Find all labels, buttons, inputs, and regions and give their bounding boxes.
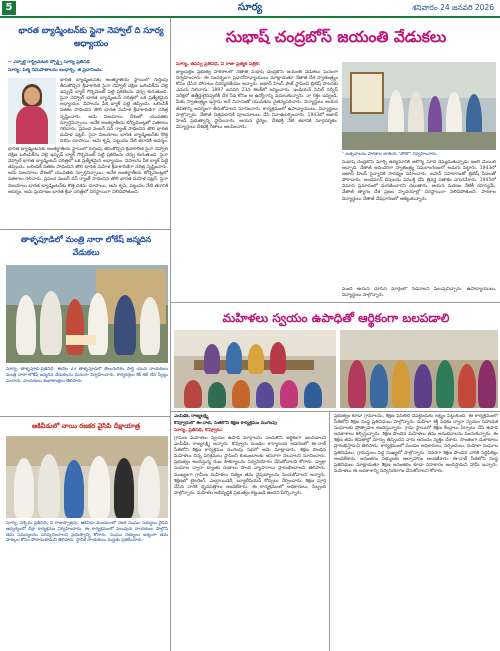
netaji-jayanti-headline: సుభాష్ చంద్రబోస్ జయంతి వేడుకలు (225, 28, 447, 46)
lokesh-birthday-caption: సూర్య, తాళ్ళపూడి-ప్రతినిధి: ఈనెల 23 తాళ్ళపూడిలో తెలుగుదేశం పార్టీ యువ నాయకులు మంత్రి నారా లోకేష్ జన్మదిన వేడుకలను ఘనంగా నిర్వహించారు. కార్యకర్తలు కేక్ కట్ చేసి స్వీట్లు పంచారు. నాయకులు శుభాకాంక్షలు తెలిపారు. (6, 367, 168, 384)
women-dateline-3: సూర్య, ప్రతినిధి, కొవ్వూరు: (174, 428, 223, 433)
saina-nehwal-photo (8, 78, 56, 144)
women-meeting-photo-2 (340, 330, 498, 408)
akiveedu-photo (6, 436, 168, 518)
women-body-right: ప్రభుత్వం కూడా గ్రామాలను, శిక్షణ ఫెసిలిటీ చేపట్టేందుకు లక్ష్యం పెట్టుకుంది. ఈ కార్యక్రమంలో సీతెలోని శిక్షణ సంస్థ ప్రతినిధులు పాల్గొన్నారు. మహిళా శక్తి పథకం ద్వారా స్వయం సహాయక సంఘాలకు ప్రోత్సాహం అందిస్తున్నారు. గ్రామ స్థాయిలో శిక్షణ కేంద్రాలు ఏర్పాటు చేసి ఉపాధి అవకాశాలు కల్పిస్తున్నారు. శిక్షణ పొందిన మహిళలు తమ అనుభవాలను పంచుకున్నారు. ఈ శిక్షణ తమ జీవితాల్లో మార్పు తెచ్చిందని వారు ఆనందం వ్యక్తం చేశారు. సొంతంగా దుకాణాలు ప్రారంభిస్తామని తెలిపారు. కార్యక్రమంలో మండల అధికారులు, సర్పంచులు, మహిళా సంఘాల ప్రతినిధులు, గ్రామస్తులు పెద్ద సంఖ్యలో పాల్గొన్నారు. చివరగా శిక్షణ పొందిన వారికి సర్టిఫికెట్లు అందజేశారు. అనంతరం సభ్యులకు అల్పాహారం అందజేశారు. ఈ-నాబ్ సీతెలోని సంస్థ ప్రతినిధులు మాట్లాడుతూ శిక్షణ అనంతరం కూడా సహకారం అందిస్తామని హామీ ఇచ్చారు. మహిళలు ఈ అవకాశాన్ని సద్వినియోగం చేసుకోవాలని కోరారు. (334, 414, 498, 474)
women-dateline-2: కొవ్వూరులో ఈ-నాబ్, సీతెలోని శిక్షణ కార్యక్రమం ముగింపు (174, 421, 277, 426)
edition-date: శనివారం 24 జనవరి 2026 (412, 2, 494, 12)
akiveedu-caption: సూర్య, పశ్చిమ ప్రతినిధి, వీ రాజుప్పాత్రపు: ఆకివీడు మండలంలో రజక సంఘం సభ్యులు వైసిపి ఆధ్వర్యంలో దీక్షా కార్యక్రమం నిర్వహించారు. ఈ కార్యక్రమంలో పలువురు నాయకులు పాల్గొని తమ సమస్యలను పరిష్కరించాలని ప్రభుత్వాన్ని కోరారు. సంఘం సభ్యులు ఐక్యంగా తమ హక్కుల కోసం పోరాడుతామని తెలిపారు. స్థానిక నాయకులు మద్దతు ప్రకటించారు. (6, 521, 168, 544)
saina-byline: -- ఎర్నాల్డ్ గాస్ట్రిమేటల్ స్పోర్ట్స్ సూర్య ప్రతినిధి (8, 60, 90, 65)
lokesh-birthday-headline: తాళ్ళపూడిలో మంత్రి నారా లోకేష్ జన్మదిన వేడుకలు (20, 235, 152, 257)
netaji-body-right: సుభాష్ చంద్రబోస్ మార్చి ఉద్యమానికి ఆరోగ్య సూచి రమ్మడుతున్నాడు ఇంటి మెయిల్ ఆచ్ఛాది. నేతాజీ అనుచరిగా స్వాతంత్ర్య సమరాంగణంలో అడుగు పెట్టారు. 1943లో ఆజాద్ హింద్ సైన్యానికి సారథ్యం వహించారు. జపాన్ సహకారంతో బ్రిటిష్ సేనలతో పోరాడారు. అండమాన్ దీవులను విముక్తి చేసి త్రివర్ణ పతాకం ఎగురవేశారు. 1945లో విమాన ప్రమాదంలో మరణించారని చెబుతారు. ఆయన మరణం నేటికీ రహస్యమే. నేతాజీ త్యాగం దేశ ప్రజల హృదయాల్లో చిరస్థాయిగా నిలిచిపోతుంది. పాఠశాల విద్యార్థులు నేతాజీ వేషధారణలో ఆకట్టుకున్నారు. (342, 160, 496, 202)
section-divider (171, 411, 500, 412)
masthead (0, 0, 500, 18)
akiveedu-headline: ఆకివీడులో నాయి రజకర వైసిపి దీక్షాయాత్ర (31, 422, 141, 430)
column-divider (329, 412, 330, 651)
netaji-body-right-end: మంది ఆయన చూపిన మార్గంలో నడవాలని పిలుపునిచ్చారు. ఉపాధ్యాయులు, విద్యార్థులు పాల్గొన్నారు. (342, 287, 496, 299)
saina-nehwal-headline: భారత బ్యాడ్మింటన్‌కు స్టైనా నెహ్వాల్ ది సూర్య అధ్యాయం (18, 25, 164, 48)
saina-body-1: భారత బ్యాడ్మింటన్‌కు అంతర్జాతీయ స్థాయిలో గుర్తింపు తీసుకొచ్చిన క్రీడాకారిణి సైనా నెహ్వాల్ దక్షిణ ఒలింపిక్‌ను వెల్లి ఇప్పుడ్ బ్యాక్ గౌర్నమెంట్ పట్టి ప్రకటించు చర్చు కురుతుంది. సైనా నెహ్వాల్ భారత బ్యాడ్మింటన్ చరిత్రలో ఒక ప్రత్యేకమైన అధ్యాయం. విపాలను పీక బ్యాక్ పట్టి తప్పించు. ఒలింపిక్ పతకం సాధించిన తొలి భారత మహిళ క్రీడాకారిణిగా చరిత్ర సృష్టించారు. ఆమె విజయాలు దేశంలో యువతకు స్ఫూర్తినిచ్చాయి. అనేక అంతర్జాతీయ టోర్నమెంట్లలో పతకాలు గెలిచారు. ప్రపంచ నంబర్ వన్ ర్యాంక్ సాధించిన తొలి భారత మహిళ షట్లర్. సైనా విజయాలు భారత బ్యాడ్మింటన్‌కు కొత్త దిశను చూపాయి. ఆమె కృషి, పట్టుదల నేటి తరానికి ఆదర్శం. (60, 78, 168, 144)
section-divider (0, 229, 170, 230)
saina-body-2: భారత బ్యాడ్మింటన్‌కు అంతర్జాతీయ స్థాయిలో గుర్తింపు తీసుకొచ్చిన క్రీడాకారిణి సైనా నెహ్వాల్ దక్షిణ ఒలింపిక్‌ను వెల్లి ఇప్పుడ్ బ్యాక్ గౌర్నమెంట్ పట్టి ప్రకటించు చర్చు కురుతుంది. సైనా నెహ్వాల్ భారత బ్యాడ్మింటన్ చరిత్రలో ఒక ప్రత్యేకమైన అధ్యాయం. విపాలను పీక బ్యాక్ పట్టి తప్పించు. ఒలింపిక్ పతకం సాధించిన తొలి భారత మహిళ క్రీడాకారిణిగా చరిత్ర సృష్టించారు. ఆమె విజయాలు దేశంలో యువతకు స్ఫూర్తినిచ్చాయి. అనేక అంతర్జాతీయ టోర్నమెంట్లలో పతకాలు గెలిచారు. ప్రపంచ నంబర్ వన్ ర్యాంక్ సాధించిన తొలి భారత మహిళ షట్లర్. సైనా విజయాలు భారత బ్యాడ్మింటన్‌కు కొత్త దిశను చూపాయి. ఆమె కృషి, పట్టుదల నేటి తరానికి ఆదర్శం. ఆమె ప్రయాణం భారత క్రీడా చరిత్రలో చిరస్థాయిగా నిలిచిపోతుంది. (8, 147, 168, 195)
women-dateline-1: ఎంపీడీఓ రాజ్యలక్ష్మి (174, 414, 209, 419)
women-body-left: గ్రామీణ మహిళలు స్వయం ఉపాధి మార్గాలను ఎంచుకొని ఆర్థికంగా బలపడాలని ఎంపీడీఓ రాజ్యలక్ష్మి అన్నారు. కొవ్వూరు మండల కార్యాలయ ఆవరణలో ఈ-నాబ్ సీతెలోని శిక్షణ కార్యక్రమం ముగింపు సభలో ఆమె మాట్లాడారు. శిక్షణ పొందిన మహిళలు చిన్న పరిశ్రమలు స్థాపించి కుటుంబాలకు ఆసరాగా నిలవాలని సూచించారు. ప్రభుత్వం అందిస్తున్న రుణ సౌకర్యాలను సద్వినియోగం చేసుకోవాలని కోరారు. డ్వాక్రా సంఘాల ద్వారా బ్యాంకు రుణాలు పొంది వ్యాపారాలు ప్రారంభించాలని తెలిపారు. ముఖ్యంగా గ్రామీణ మహిళలు నిత్యం తమ నైపుణ్యాలను పెంచుకోవాలని అన్నారు. శిక్షణలో టైలరింగ్, ఎంబ్రాయిడరీ, బ్యూటీషియన్ కోర్సులు నేర్పించారు. శిక్షణ పూర్తి చేసిన వారికి ధృవపత్రాలు అందజేశారు. ఈ కార్యక్రమంలో అధికారులు, సిబ్బంది పాల్గొన్నారు. మహిళల అభివృద్ధికి ప్రభుత్వం కట్టుబడి ఉందని పేర్కొన్నారు. (174, 436, 326, 496)
netaji-dateline: సూర్య, తపస్వి ప్రతినిధి, వీ రాజు ప్రత్యేక పత్రిక: (176, 62, 261, 67)
netaji-body-left: జ్యాంపల్లెం ప్రభుత్వ పాఠశాలలో నేతాజీ సుభాష్ చంద్రబోస్ జయంతి వేడుకలు ఘనంగా నిర్వహించారు. ఈ సందర్భంగా ప్రధానోపాధ్యాయులు మాట్లాడుతూ నేతాజీ దేశ స్వాతంత్ర్యం కోసం చేసిన పోరాటం చిరస్మరణీయం అన్నారు. ఆజాద్ హింద్ ఫౌజ్ స్థాపించి బ్రిటిష్ పాలనకు ఎదురు నిలిచారు. 1897 జనవరి 23న కటక్‌లో జన్మించారు. ఇండియన్ సివిల్ సర్వీస్ పరీక్షలో ఉత్తీర్ణులైనప్పటికీ దేశ సేవ కోసం ఆ ఉద్యోగాన్ని వదులుకున్నారు. నా రక్తం ఇవ్వండి, మీకు స్వాతంత్ర్యం ఇస్తాను అనే నినాదంతో యువతను చైతన్యపరిచారు. విద్యార్థులు ఆయన జీవితాన్ని ఆదర్శంగా తీసుకోవాలని సూచించారు. కార్యక్రమంలో ఉపాధ్యాయులు, విద్యార్థులు పాల్గొన్నారు. నేతాజీ చిత్రపటానికి పూలమాలలు వేసి నివాళులర్పించారు. 1943లో ఆజాద్ హింద్ ప్రభుత్వాన్ని స్థాపించారు. ఆయన ధైర్యం, దేశభక్తి నేటి తరానికి మార్గదర్శకం. విద్యార్థులు దేశభక్తి గీతాలు ఆలపించారు. (176, 70, 338, 130)
women-empowerment-headline: మహిళలు స్వయం ఉపాధితో ఆర్థికంగా బలపడాలి (222, 311, 450, 325)
netaji-photo-caption: " ఉత్సవాలను పాఠశాల జాతీయ "ఫోటో" నిర్వహించారు. (342, 152, 438, 157)
section-divider (0, 416, 170, 417)
lokesh-birthday-photo (6, 265, 168, 363)
netaji-jayanti-photo (342, 62, 496, 150)
column-divider (170, 18, 171, 651)
section-divider (171, 302, 500, 303)
newspaper-title: సూర్య (237, 2, 263, 13)
saina-dateline: సూర్య: ఫిల్మ్ నిమిపాతాలను ఐంధార్చి, జి ప్రదానించు: (8, 68, 103, 73)
page-number: 5 (2, 1, 16, 15)
women-meeting-photo-1 (174, 330, 336, 408)
